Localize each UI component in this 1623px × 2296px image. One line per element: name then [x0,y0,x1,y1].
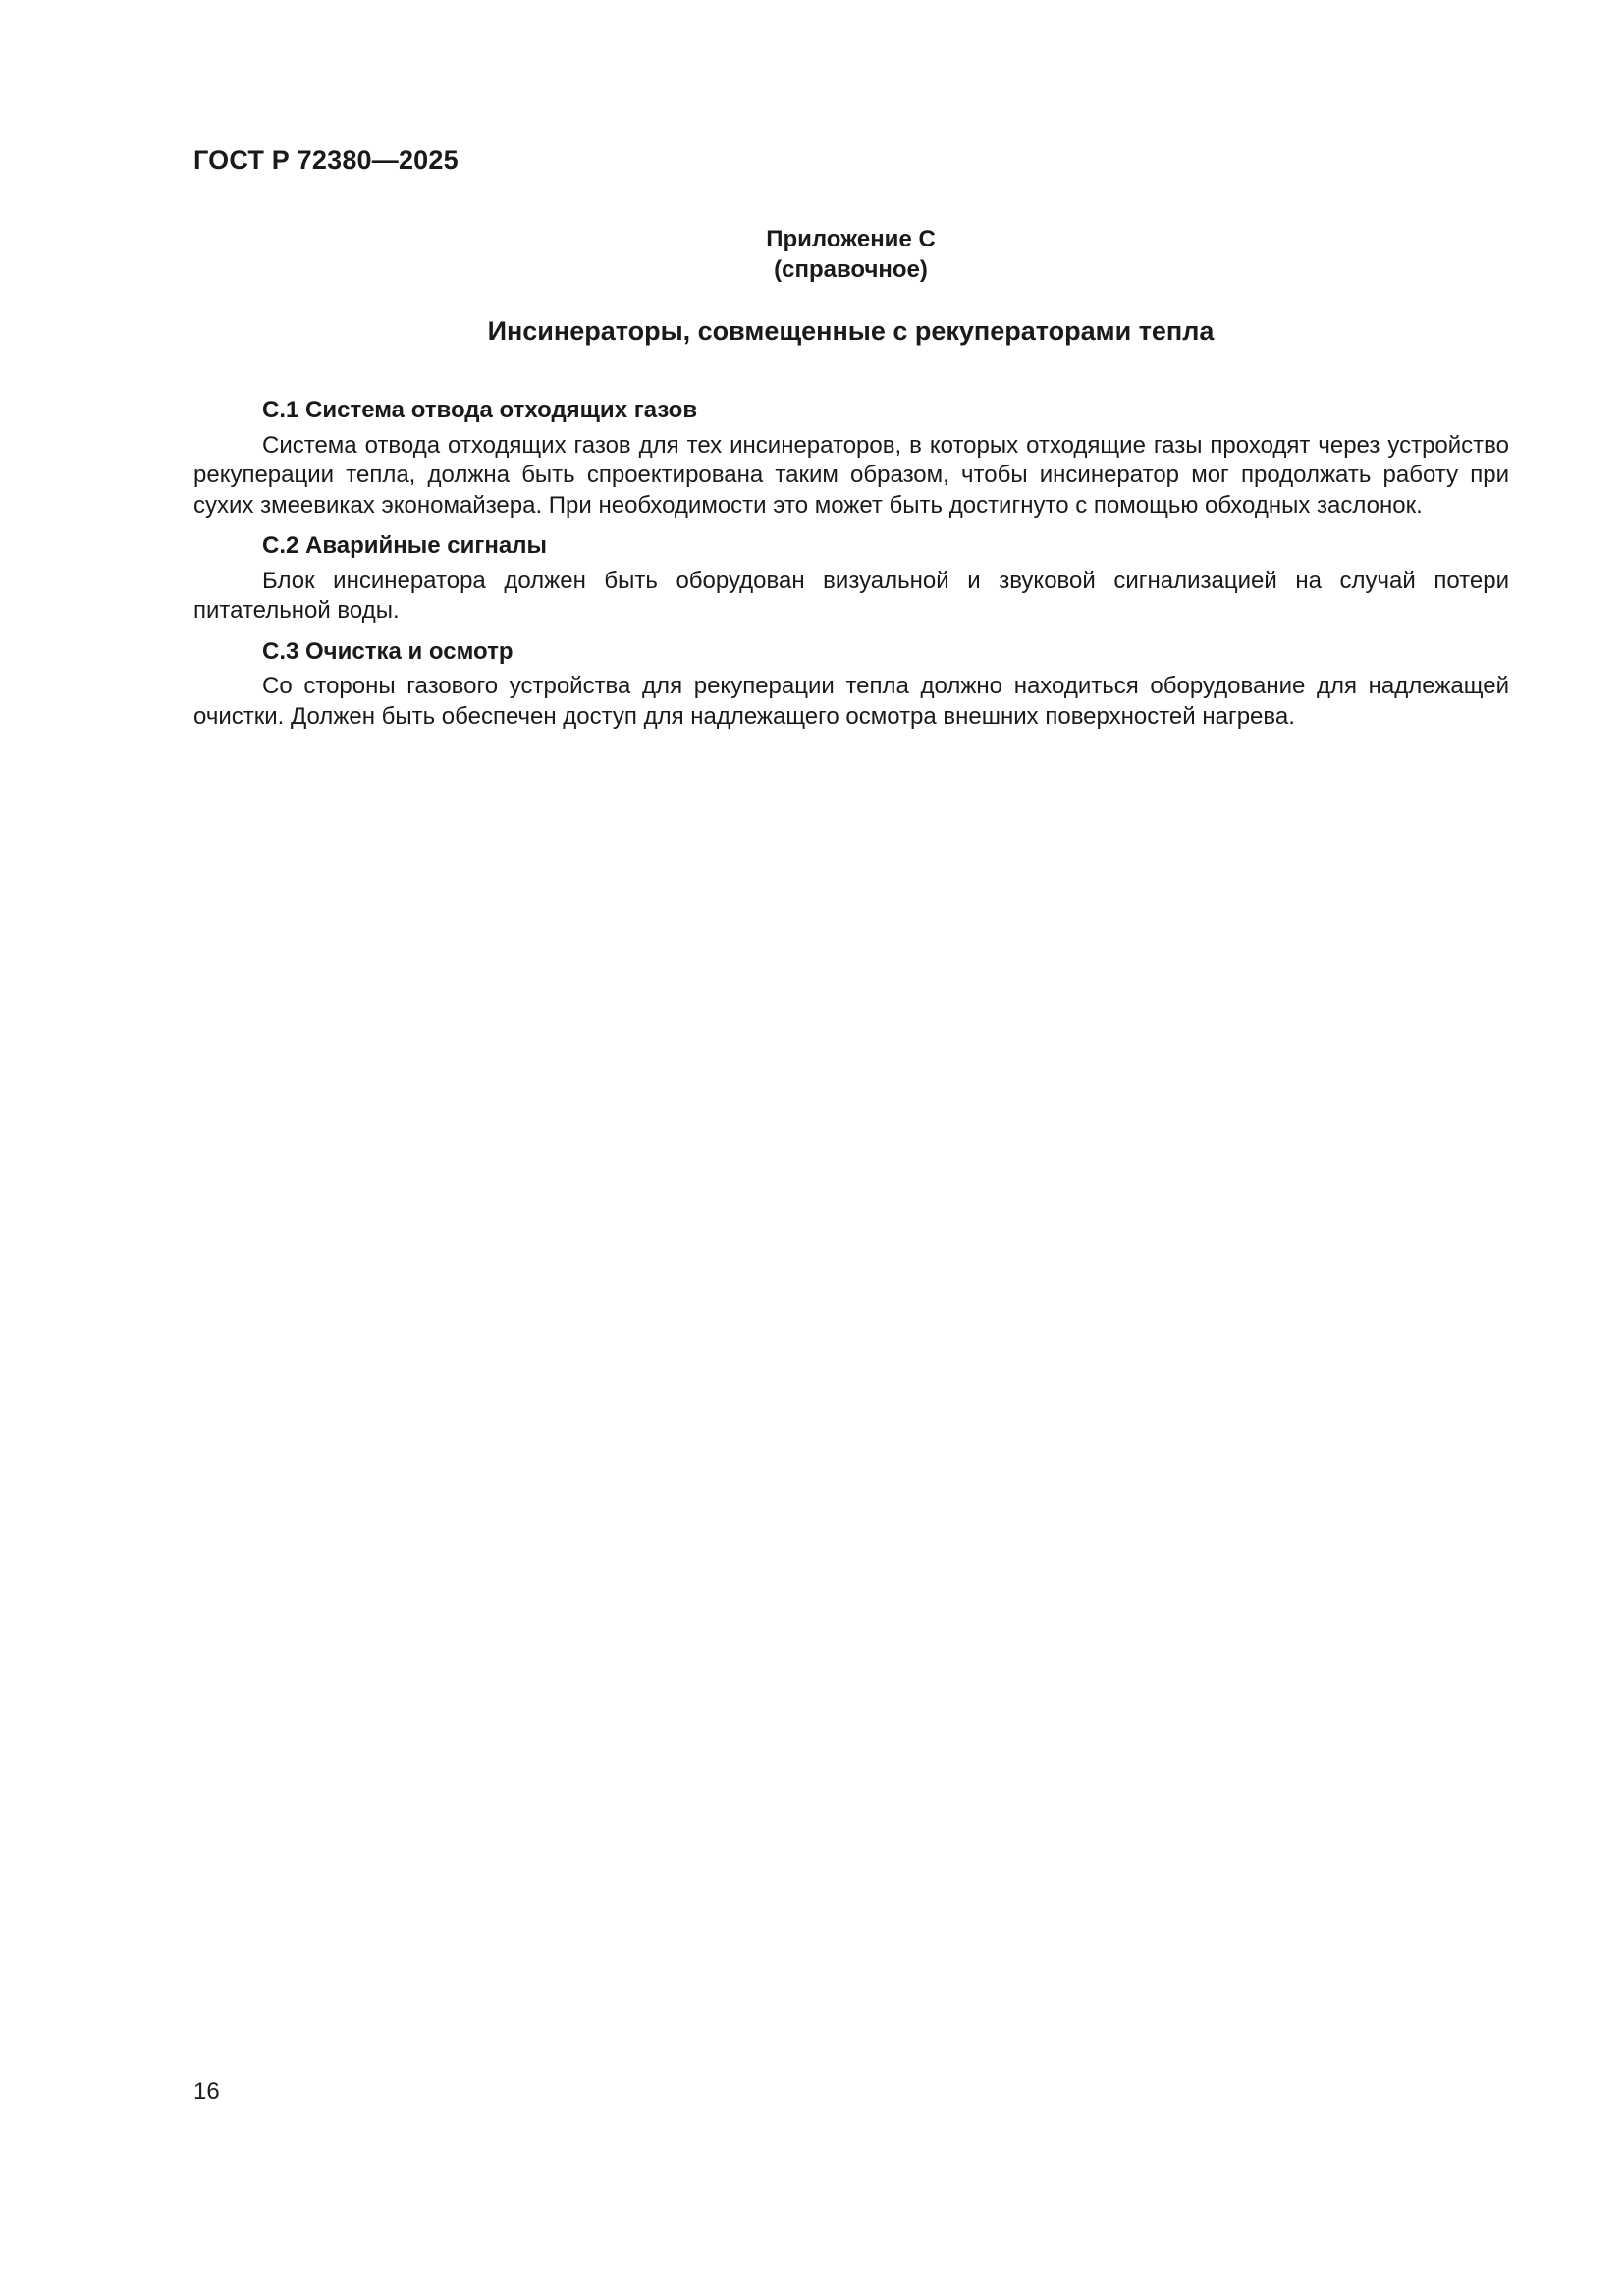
section-heading: С.1 Система отвода отходящих газов [262,397,698,423]
section-c1 [193,396,1509,520]
section-heading: С.3 Очистка и осмотр [262,637,514,665]
annex-status: (справочное) [774,256,928,283]
annex-heading [0,224,1623,285]
section-c2 [193,531,1509,627]
page-number: 16 [193,2078,220,2105]
document-body [193,396,1509,742]
section-c3 [193,637,1509,733]
section-paragraph: Блок инсинератора должен быть оборудован визуальной и звуковой сигнализацией на случай потери питательной воды. [193,567,1509,624]
section-paragraph: Система отвода отходящих газов для тех инсинераторов, в которых отходящие газы проходят через устройство рекуперации тепла, должна быть спроектирована таким образом, чтобы инсинератор мог продолжать работу при сухих змеевиках экономайзера. При необходимости это может быть достигнуто с помощью обходных заслонок. [193,431,1509,519]
annex-label: Приложение С [766,226,936,252]
document-code: ГОСТ Р 72380—2025 [193,145,459,175]
section-heading: С.2 Аварийные сигналы [262,532,547,559]
annex-title: Инсинераторы, совмещенные с рекуператорами тепла [487,316,1215,346]
section-paragraph: Со стороны газового устройства для рекуперации тепла должно находиться оборудование для надлежащей очистки. Должен быть обеспечен доступ для надлежащего осмотра внешних поверхностей нагрева. [193,673,1509,730]
